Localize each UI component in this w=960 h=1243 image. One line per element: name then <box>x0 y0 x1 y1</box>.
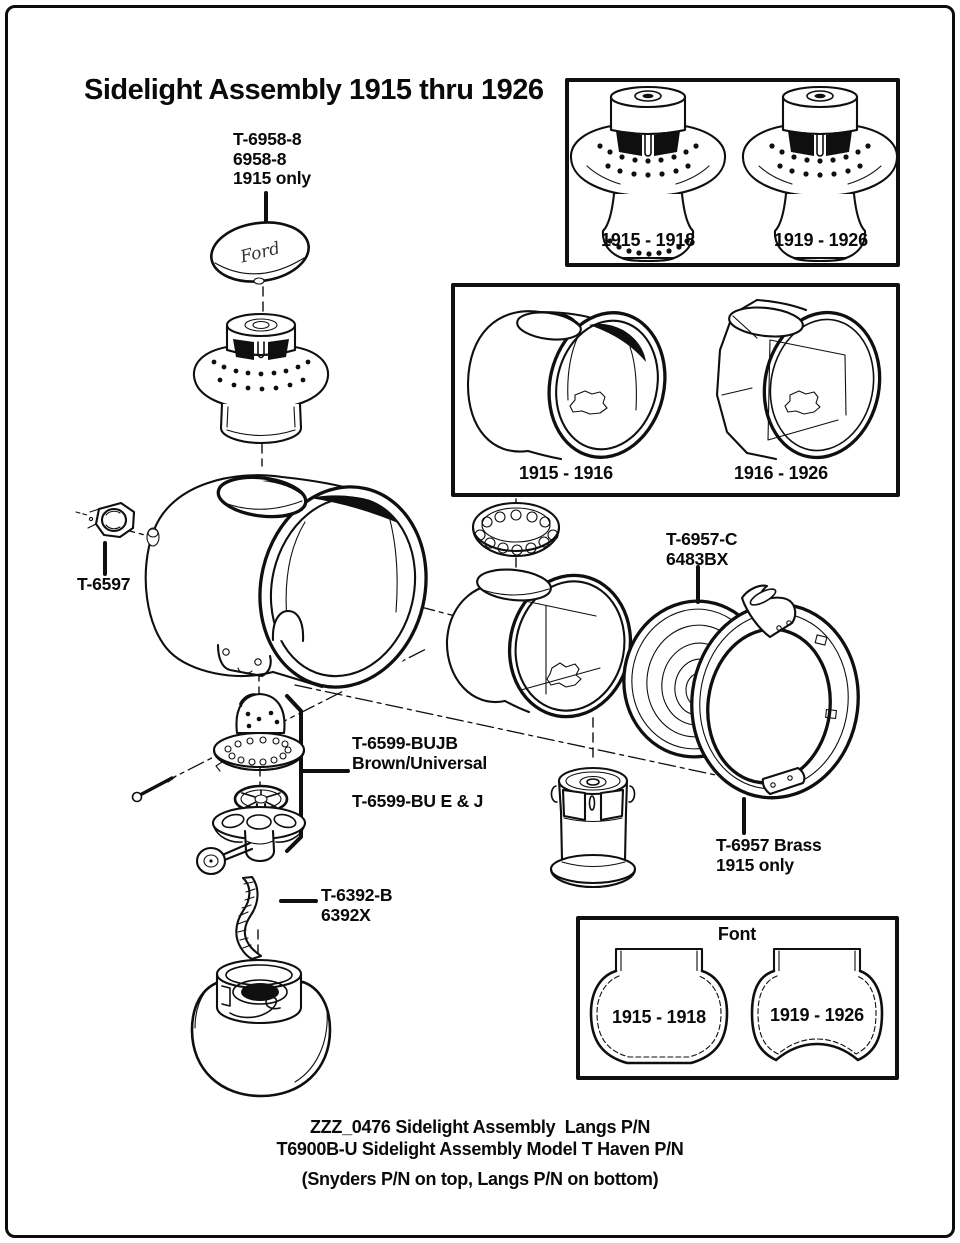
label-rim-line2: 1915 only <box>716 854 794 875</box>
label-rim <box>716 836 822 875</box>
ford-script-text: Ford <box>238 238 283 268</box>
caption-font-1915-1918: 1915 - 1918 <box>612 1007 706 1027</box>
label-lid-line3: 1915 only <box>233 168 311 188</box>
footer-line2: T6900B-U Sidelight Assembly Model T Haven P/N <box>276 1139 684 1159</box>
label-lens-line1: T-6957-C <box>666 529 738 549</box>
footer-line1: ZZZ_0476 Sidelight Assembly Langs P/N <box>309 1117 651 1137</box>
label-lens <box>666 530 737 569</box>
body-1916-1926-illustration <box>717 300 892 468</box>
footer-line3: (Snyders P/N on top, Langs P/N on bottom) <box>301 1169 659 1189</box>
label-lid <box>233 130 311 189</box>
caption-font-1919-1926: 1919 - 1926 <box>770 1005 864 1025</box>
label-nut <box>77 575 130 595</box>
burner-tube-illustration <box>551 768 635 887</box>
lamp-body-illustration <box>146 470 446 704</box>
font-1915-1918-illustration <box>591 949 727 1063</box>
label-wick-line1: T-6392-B <box>321 885 393 905</box>
label-lens-line2: 6483BX <box>666 548 729 569</box>
label-lid-line1: T-6958-8 <box>233 129 302 149</box>
caption-top-1915-1918: 1915 - 1918 <box>601 230 695 250</box>
font-illustration <box>192 960 330 1096</box>
caption-top-1919-1926: 1919 - 1926 <box>774 230 868 250</box>
inner-body-illustration <box>447 565 642 727</box>
label-burner-line2: Brown/Universal <box>352 752 488 773</box>
body-1915-1916-illustration <box>468 301 679 469</box>
mount-nut-illustration <box>88 503 134 537</box>
burner-valve-illustration <box>133 693 306 874</box>
caption-font-title: Font <box>717 924 757 944</box>
chimney-illustration <box>194 314 328 443</box>
wick-illustration <box>236 877 261 959</box>
label-wick <box>321 886 392 925</box>
vent-ring-illustration <box>473 503 559 556</box>
label-nut-line1: T-6597 <box>77 574 131 594</box>
label-lid-line2: 6958-8 <box>233 148 287 169</box>
page-title: Sidelight Assembly 1915 thru 1926 <box>84 74 544 106</box>
label-burner-alt-line1: T-6599-BU E & J <box>352 791 484 811</box>
label-burner-alt <box>352 792 483 812</box>
ford-lid-illustration <box>207 216 312 287</box>
label-burner-line1: T-6599-BUJB <box>352 733 458 753</box>
label-wick-line2: 6392X <box>321 904 371 925</box>
label-burner <box>352 734 487 773</box>
caption-body-1916-1926: 1916 - 1926 <box>734 463 828 483</box>
label-rim-line1: T-6957 Brass <box>716 835 822 855</box>
caption-body-1915-1916: 1915 - 1916 <box>519 463 613 483</box>
